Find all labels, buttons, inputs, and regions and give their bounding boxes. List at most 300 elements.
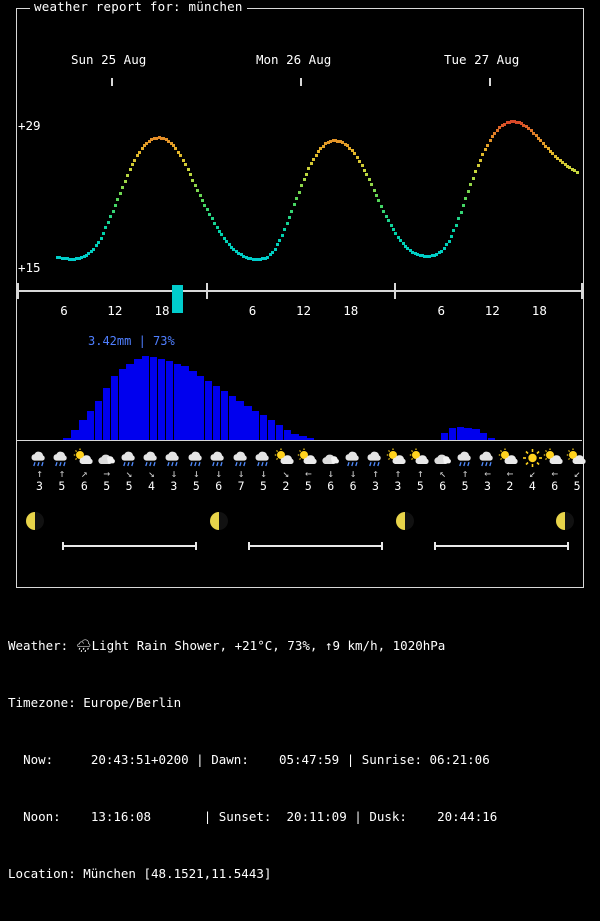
temperature-point xyxy=(496,129,499,132)
daylight-bar xyxy=(248,545,383,547)
temperature-point xyxy=(274,248,277,251)
temperature-point xyxy=(276,243,279,246)
cloudy-icon xyxy=(431,448,454,468)
forecast-cell xyxy=(364,448,387,493)
temperature-point xyxy=(390,224,393,227)
temperature-point xyxy=(206,208,209,211)
report-now-value: 20:43:51+0200 xyxy=(90,752,189,767)
temperature-point xyxy=(112,210,115,213)
report-noon-label: Noon: xyxy=(23,809,61,824)
forecast-cell xyxy=(319,448,342,493)
report-sunset-label: Sunset: xyxy=(218,809,272,824)
precipitation-bar xyxy=(174,364,181,440)
temperature-plot-area xyxy=(56,84,584,284)
temperature-point xyxy=(116,198,119,201)
hour-label: 6 xyxy=(437,303,446,318)
temperature-point xyxy=(109,215,112,218)
wind-direction-icon: ↓ xyxy=(170,467,178,480)
temperature-point xyxy=(133,159,136,162)
report-timezone-spacer xyxy=(76,695,84,710)
temperature-point xyxy=(119,192,122,195)
temperature-point xyxy=(363,169,366,172)
day-boundary-tick xyxy=(17,283,19,299)
report-timezone-label: Timezone: xyxy=(8,695,76,710)
temperature-point xyxy=(382,210,385,213)
temperature-point xyxy=(361,164,364,167)
temperature-point xyxy=(187,168,190,171)
temperature-point xyxy=(464,197,467,200)
report-noon-indent xyxy=(8,809,23,824)
partly-sunny-icon xyxy=(274,448,297,468)
wind-direction-icon: ↗ xyxy=(80,467,88,480)
temperature-point xyxy=(290,210,293,213)
last-quarter-icon xyxy=(26,512,44,530)
temperature-point xyxy=(489,139,492,142)
report-dawn-value: 05:47:59 xyxy=(278,752,340,767)
report-sunrise-gap xyxy=(422,752,430,767)
last-quarter-icon xyxy=(210,512,228,530)
wind-speed-label: 5 xyxy=(461,479,469,493)
temperature-point xyxy=(322,145,325,148)
temperature-point xyxy=(467,190,470,193)
report-noon-gap xyxy=(61,809,91,824)
temp-axis-min-label: +15 xyxy=(18,260,41,275)
report-dawn-label: Dawn: xyxy=(211,752,249,767)
wind-speed-label: 4 xyxy=(148,479,155,493)
precipitation-bar xyxy=(472,429,479,440)
day-label-2: Tue 27 Aug xyxy=(444,52,520,67)
temperature-point xyxy=(356,156,359,159)
temperature-point xyxy=(448,240,451,243)
wind-speed-label: 6 xyxy=(349,479,357,493)
temperature-point xyxy=(199,194,202,197)
temperature-point xyxy=(126,174,129,177)
temperature-point xyxy=(462,204,465,207)
precipitation-bar xyxy=(213,386,220,440)
temperature-point xyxy=(216,226,219,229)
temperature-point xyxy=(266,256,269,259)
temperature-point xyxy=(370,183,373,186)
forecast-cell xyxy=(521,448,544,493)
daylight-bar xyxy=(434,545,569,547)
rain-icon xyxy=(185,448,208,468)
temperature-point xyxy=(95,244,98,247)
temperature-point xyxy=(286,222,289,225)
report-weather-label: Weather: xyxy=(8,638,69,653)
precipitation-bar xyxy=(205,381,212,440)
forecast-cell xyxy=(498,448,521,493)
temperature-point xyxy=(486,144,489,147)
temperature-point xyxy=(114,204,117,207)
temperature-point xyxy=(121,186,124,189)
wind-direction-icon: ↓ xyxy=(215,467,222,480)
temperature-point xyxy=(392,228,395,231)
hour-label: 6 xyxy=(60,303,68,318)
temperature-point xyxy=(220,233,223,236)
rain-icon xyxy=(140,448,163,468)
report-sunset-sep: | xyxy=(346,809,370,824)
temperature-point xyxy=(92,248,95,251)
hour-ruler xyxy=(17,290,583,292)
temperature-point xyxy=(201,199,204,202)
midday-tick xyxy=(111,78,113,86)
precipitation-bar xyxy=(87,411,94,441)
report-dusk-gap xyxy=(407,809,437,824)
precipitation-bar xyxy=(79,420,86,440)
wind-speed-label: 4 xyxy=(528,479,536,493)
wind-direction-icon: ↘ xyxy=(148,467,155,480)
rain-icon xyxy=(454,448,477,468)
temperature-point xyxy=(310,162,313,165)
hour-label: 6 xyxy=(248,303,257,318)
wind-speed-label: 3 xyxy=(394,479,402,493)
forecast-cell xyxy=(230,448,253,493)
forecast-cell xyxy=(386,448,409,493)
hour-label: 12 xyxy=(484,303,500,318)
day-boundary-tick xyxy=(394,283,396,299)
partly-sunny-icon xyxy=(566,448,589,468)
temperature-point xyxy=(124,180,127,183)
rain-icon xyxy=(28,448,51,468)
precipitation-bar xyxy=(464,428,471,440)
precipitation-bar xyxy=(166,361,173,440)
forecast-cell xyxy=(95,448,118,493)
cloudy-icon xyxy=(319,448,342,468)
forecast-cell xyxy=(274,448,297,493)
temperature-point xyxy=(138,151,141,154)
temperature-point xyxy=(300,184,303,187)
wind-direction-icon: ← xyxy=(304,467,312,480)
temperature-point xyxy=(576,171,579,174)
moon-daylight-strip xyxy=(16,512,584,562)
temperature-point xyxy=(196,189,199,192)
temperature-point xyxy=(368,178,371,181)
temperature-point xyxy=(97,241,100,244)
rain-icon xyxy=(364,448,387,468)
wind-direction-icon: ← xyxy=(551,467,558,480)
day-label-1: Mon 26 Aug xyxy=(256,52,332,67)
precipitation-bar xyxy=(181,366,188,440)
wind-speed-label: 6 xyxy=(439,479,447,493)
temperature-point xyxy=(278,239,281,242)
wind-speed-label: 3 xyxy=(36,479,43,493)
temperature-point xyxy=(208,213,211,216)
rain-icon xyxy=(207,448,230,468)
precipitation-bar xyxy=(95,401,102,440)
temperature-point xyxy=(469,183,472,186)
moon-lit-portion xyxy=(26,512,35,530)
forecast-cell xyxy=(543,448,566,493)
wind-direction-icon: → xyxy=(103,467,110,480)
temperature-point xyxy=(283,228,286,231)
precipitation-bar xyxy=(260,415,267,440)
wind-speed-label: 5 xyxy=(260,479,267,493)
precipitation-bar xyxy=(449,428,456,440)
wind-direction-icon: ← xyxy=(484,467,491,480)
hour-label: 18 xyxy=(154,303,170,318)
wind-speed-label: 6 xyxy=(215,479,223,493)
rain-icon xyxy=(50,448,73,468)
precipitation-bar xyxy=(71,430,78,440)
wind-speed-label: 5 xyxy=(58,479,66,493)
temperature-point xyxy=(218,230,221,233)
report-noon-sep: | xyxy=(151,809,219,824)
forecast-cell xyxy=(28,448,51,493)
temperature-point xyxy=(377,199,380,202)
daylight-bar-start-cap xyxy=(62,542,64,550)
temperature-point xyxy=(104,226,107,229)
report-weather-value: Light Rain Shower, +21°C, 73%, ↑9 km/h, 1020hPa xyxy=(91,638,446,653)
precipitation-bar xyxy=(142,356,149,440)
precipitation-bar xyxy=(150,357,157,441)
partly-sunny-icon xyxy=(409,448,432,468)
temperature-point xyxy=(303,178,306,181)
daylight-bar-start-cap xyxy=(434,542,436,550)
precipitation-bar xyxy=(111,376,118,440)
temperature-point xyxy=(307,167,310,170)
report-dusk-value: 20:44:16 xyxy=(437,809,498,824)
precipitation-bar xyxy=(126,364,133,440)
partly-sunny-icon xyxy=(498,448,521,468)
forecast-cell xyxy=(162,448,185,493)
wind-direction-icon: ↓ xyxy=(192,467,200,480)
wind-direction-icon: ↓ xyxy=(237,467,245,480)
report-dawn-sep: | xyxy=(339,752,362,767)
wind-direction-icon: ↓ xyxy=(260,467,267,480)
wind-speed-label: 3 xyxy=(170,479,178,493)
hour-label: 18 xyxy=(343,303,359,318)
wind-speed-label: 6 xyxy=(327,479,335,493)
forecast-cell xyxy=(50,448,73,493)
wind-speed-label: 6 xyxy=(80,479,88,493)
report-now-label: Now: xyxy=(23,752,54,767)
temperature-point xyxy=(394,232,397,235)
temperature-point xyxy=(288,216,291,219)
forecast-cell xyxy=(566,448,589,493)
report-weather-row xyxy=(8,636,592,655)
last-quarter-icon xyxy=(556,512,574,530)
sunny-icon xyxy=(521,448,544,468)
partly-sunny-icon xyxy=(386,448,409,468)
report-location-label: Location: xyxy=(8,866,76,881)
window-title xyxy=(30,0,247,17)
precipitation-bar xyxy=(134,359,141,440)
temperature-point xyxy=(100,237,103,240)
precipitation-bar xyxy=(441,433,448,440)
precipitation-bar xyxy=(457,427,464,441)
temperature-point xyxy=(319,147,322,150)
temperature-point xyxy=(491,135,494,138)
temperature-point xyxy=(387,219,390,222)
temperature-point xyxy=(479,159,482,162)
precipitation-baseline xyxy=(16,440,582,441)
temperature-point xyxy=(194,184,197,187)
wind-speed-label: 5 xyxy=(103,479,111,493)
wind-speed-label: 5 xyxy=(125,479,133,493)
wind-direction-icon: ↑ xyxy=(58,467,66,480)
hour-label-row xyxy=(16,303,584,321)
report-now-indent xyxy=(8,752,23,767)
forecast-cell xyxy=(342,448,365,493)
midday-tick xyxy=(300,78,302,86)
temperature-point xyxy=(141,147,144,150)
temperature-point xyxy=(295,197,298,200)
wind-direction-icon: ↘ xyxy=(282,467,290,480)
temperature-point xyxy=(358,160,361,163)
temperature-point xyxy=(184,163,187,166)
midday-tick xyxy=(489,78,491,86)
precipitation-bar xyxy=(276,425,283,440)
temperature-point xyxy=(445,243,448,246)
day-boundary-tick xyxy=(581,283,583,299)
precipitation-chart xyxy=(16,330,584,440)
temperature-point xyxy=(269,253,272,256)
temperature-point xyxy=(472,177,475,180)
wind-speed-label: 7 xyxy=(237,479,245,493)
forecast-cell xyxy=(476,448,499,493)
forecast-cell xyxy=(185,448,208,493)
temperature-point xyxy=(131,163,134,166)
hour-label: 18 xyxy=(531,303,547,318)
wind-speed-label: 3 xyxy=(372,479,379,493)
temperature-point xyxy=(317,150,320,153)
precipitation-bar xyxy=(197,376,204,440)
wind-direction-icon: ↓ xyxy=(349,467,357,480)
wind-direction-icon: ← xyxy=(506,467,514,480)
temperature-point xyxy=(129,168,132,171)
wind-direction-icon: ↖ xyxy=(439,467,446,480)
precipitation-bar xyxy=(158,359,165,440)
forecast-cell xyxy=(252,448,275,493)
partly-sunny-icon xyxy=(73,448,96,468)
rain-icon xyxy=(342,448,365,468)
precipitation-bar xyxy=(244,406,251,440)
partly-sunny-icon xyxy=(297,448,320,468)
temperature-point xyxy=(365,173,368,176)
wind-speed-label: 3 xyxy=(484,479,491,493)
report-location-value: München [48.1521,11.5443] xyxy=(83,866,272,881)
temperature-point xyxy=(107,221,110,224)
rain-icon xyxy=(118,448,141,468)
wind-direction-icon: ↙ xyxy=(528,467,536,480)
temperature-point xyxy=(136,154,139,157)
report-now-sep: | xyxy=(188,752,212,767)
text-report xyxy=(8,598,592,921)
temperature-point xyxy=(305,173,308,176)
window-title-text: weather report for: münchen xyxy=(34,0,243,14)
forecast-cell xyxy=(454,448,477,493)
rain-icon xyxy=(476,448,499,468)
forecast-cell xyxy=(431,448,454,493)
precipitation-bar xyxy=(103,388,110,440)
wind-speed-label: 2 xyxy=(506,479,514,493)
temperature-point xyxy=(443,247,446,250)
temperature-point xyxy=(477,164,480,167)
temperature-point xyxy=(474,170,477,173)
wind-direction-icon: ↑ xyxy=(394,467,402,480)
temperature-point xyxy=(452,229,455,232)
precipitation-bar xyxy=(268,420,275,440)
precipitation-bar xyxy=(119,369,126,440)
report-noon-row xyxy=(8,807,592,826)
report-timezone-row xyxy=(8,693,592,712)
temp-axis-max-label: +29 xyxy=(18,118,41,133)
moon-lit-portion xyxy=(210,512,219,530)
daylight-bar-end-cap xyxy=(381,542,383,550)
temperature-point xyxy=(460,211,463,214)
wind-speed-label: 5 xyxy=(573,479,581,493)
report-dawn-gap xyxy=(249,752,279,767)
temperature-point xyxy=(298,191,301,194)
wind-direction-icon: ↑ xyxy=(461,467,469,480)
temperature-point xyxy=(484,148,487,151)
temperature-point xyxy=(191,179,194,182)
temperature-point xyxy=(380,205,383,208)
hour-label: 12 xyxy=(107,303,123,318)
forecast-cell xyxy=(73,448,96,493)
temperature-point xyxy=(493,132,496,135)
temperature-point xyxy=(179,154,182,157)
day-label-row xyxy=(16,52,584,72)
wind-speed-label: 5 xyxy=(416,479,424,493)
temperature-point xyxy=(189,173,192,176)
temperature-point xyxy=(315,154,318,157)
temperature-point xyxy=(440,250,443,253)
report-now-gap xyxy=(53,752,91,767)
wind-direction-icon: ↑ xyxy=(416,467,424,480)
precipitation-bar xyxy=(480,433,487,440)
last-quarter-icon xyxy=(396,512,414,530)
report-sunset-value: 20:11:09 xyxy=(286,809,347,824)
forecast-cell xyxy=(207,448,230,493)
precipitation-bar xyxy=(284,430,291,440)
wind-direction-icon: ↙ xyxy=(573,467,581,480)
temperature-point xyxy=(455,224,458,227)
temperature-chart xyxy=(16,84,584,284)
temperature-point xyxy=(450,235,453,238)
forecast-cell xyxy=(140,448,163,493)
temperature-point xyxy=(211,217,214,220)
report-location-row xyxy=(8,864,592,883)
wind-speed-label: 2 xyxy=(282,479,290,493)
temperature-point xyxy=(457,217,460,220)
report-noon-value: 13:16:08 xyxy=(90,809,152,824)
daylight-bar xyxy=(62,545,197,547)
daylight-bar-start-cap xyxy=(248,542,250,550)
report-dusk-label: Dusk: xyxy=(369,809,407,824)
wind-speed-label: 5 xyxy=(192,479,200,493)
forecast-cell xyxy=(118,448,141,493)
day-boundary-tick xyxy=(206,283,208,299)
daylight-bar-end-cap xyxy=(195,542,197,550)
rain-shower-icon: 🌧 xyxy=(68,638,92,653)
temperature-point xyxy=(281,234,284,237)
temperature-point xyxy=(375,194,378,197)
wind-direction-icon: ↑ xyxy=(372,467,379,480)
report-sunset-gap xyxy=(271,809,286,824)
temperature-point xyxy=(293,203,296,206)
wind-direction-icon: ↘ xyxy=(125,467,133,480)
forecast-cell xyxy=(297,448,320,493)
temperature-point xyxy=(102,232,105,235)
report-sunrise-value: 06:21:06 xyxy=(429,752,490,767)
temperature-point xyxy=(353,152,356,155)
moon-lit-portion xyxy=(396,512,405,530)
rain-icon xyxy=(252,448,275,468)
precipitation-bar xyxy=(221,391,228,440)
precipitation-bar xyxy=(229,396,236,440)
rain-icon xyxy=(230,448,253,468)
